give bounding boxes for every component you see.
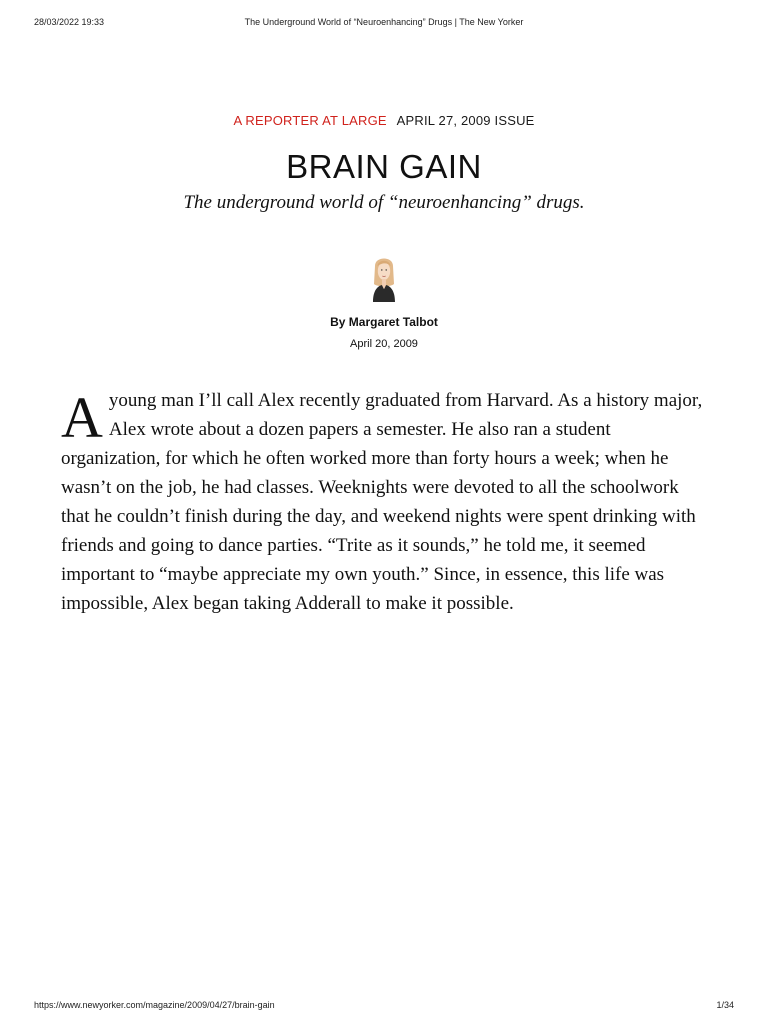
print-datetime: 28/03/2022 19:33 [34, 17, 105, 27]
rubric-row [0, 113, 768, 128]
publish-date: April 20, 2009 [350, 338, 418, 350]
print-url: https://www.newyorker.com/magazine/2009/04/27/brain-gain [34, 1000, 275, 1010]
author-portrait-icon[interactable] [369, 254, 399, 302]
dek: The underground world of “neuroenhancing” drugs. [183, 192, 585, 213]
drop-cap: A [61, 385, 103, 450]
headline: BRAIN GAIN [286, 148, 482, 185]
print-page-number: 1/34 [716, 1000, 734, 1010]
print-page-title: The Underground World of “Neuroenhancing” Drugs | The New Yorker [244, 17, 524, 27]
face [378, 262, 390, 280]
byline[interactable]: By Margaret Talbot [330, 315, 438, 329]
article-body-paragraph [61, 386, 711, 618]
issue-link[interactable]: APRIL 27, 2009 ISSUE [396, 113, 535, 128]
paragraph-text: young man I’ll call Alex recently graduated from Harvard. As a history major, Alex wrote about a dozen papers a semester. He also ran a student organization, for which he often worked more than forty hours a week; when he wasn’t on the job, he had classes. Weeknights were devoted to all the schoolwork that he couldn’t finish during the day, and weekend nights were spent drinking with friends and going to dance parties. “Trite as it sounds,” he told me, it seemed important to “maybe appreciate my own youth.” Since, in essence, this life was impossible, Alex began taking Adderall to make it possible. [61, 390, 703, 614]
rubric-link[interactable]: A REPORTER AT LARGE [233, 113, 387, 128]
